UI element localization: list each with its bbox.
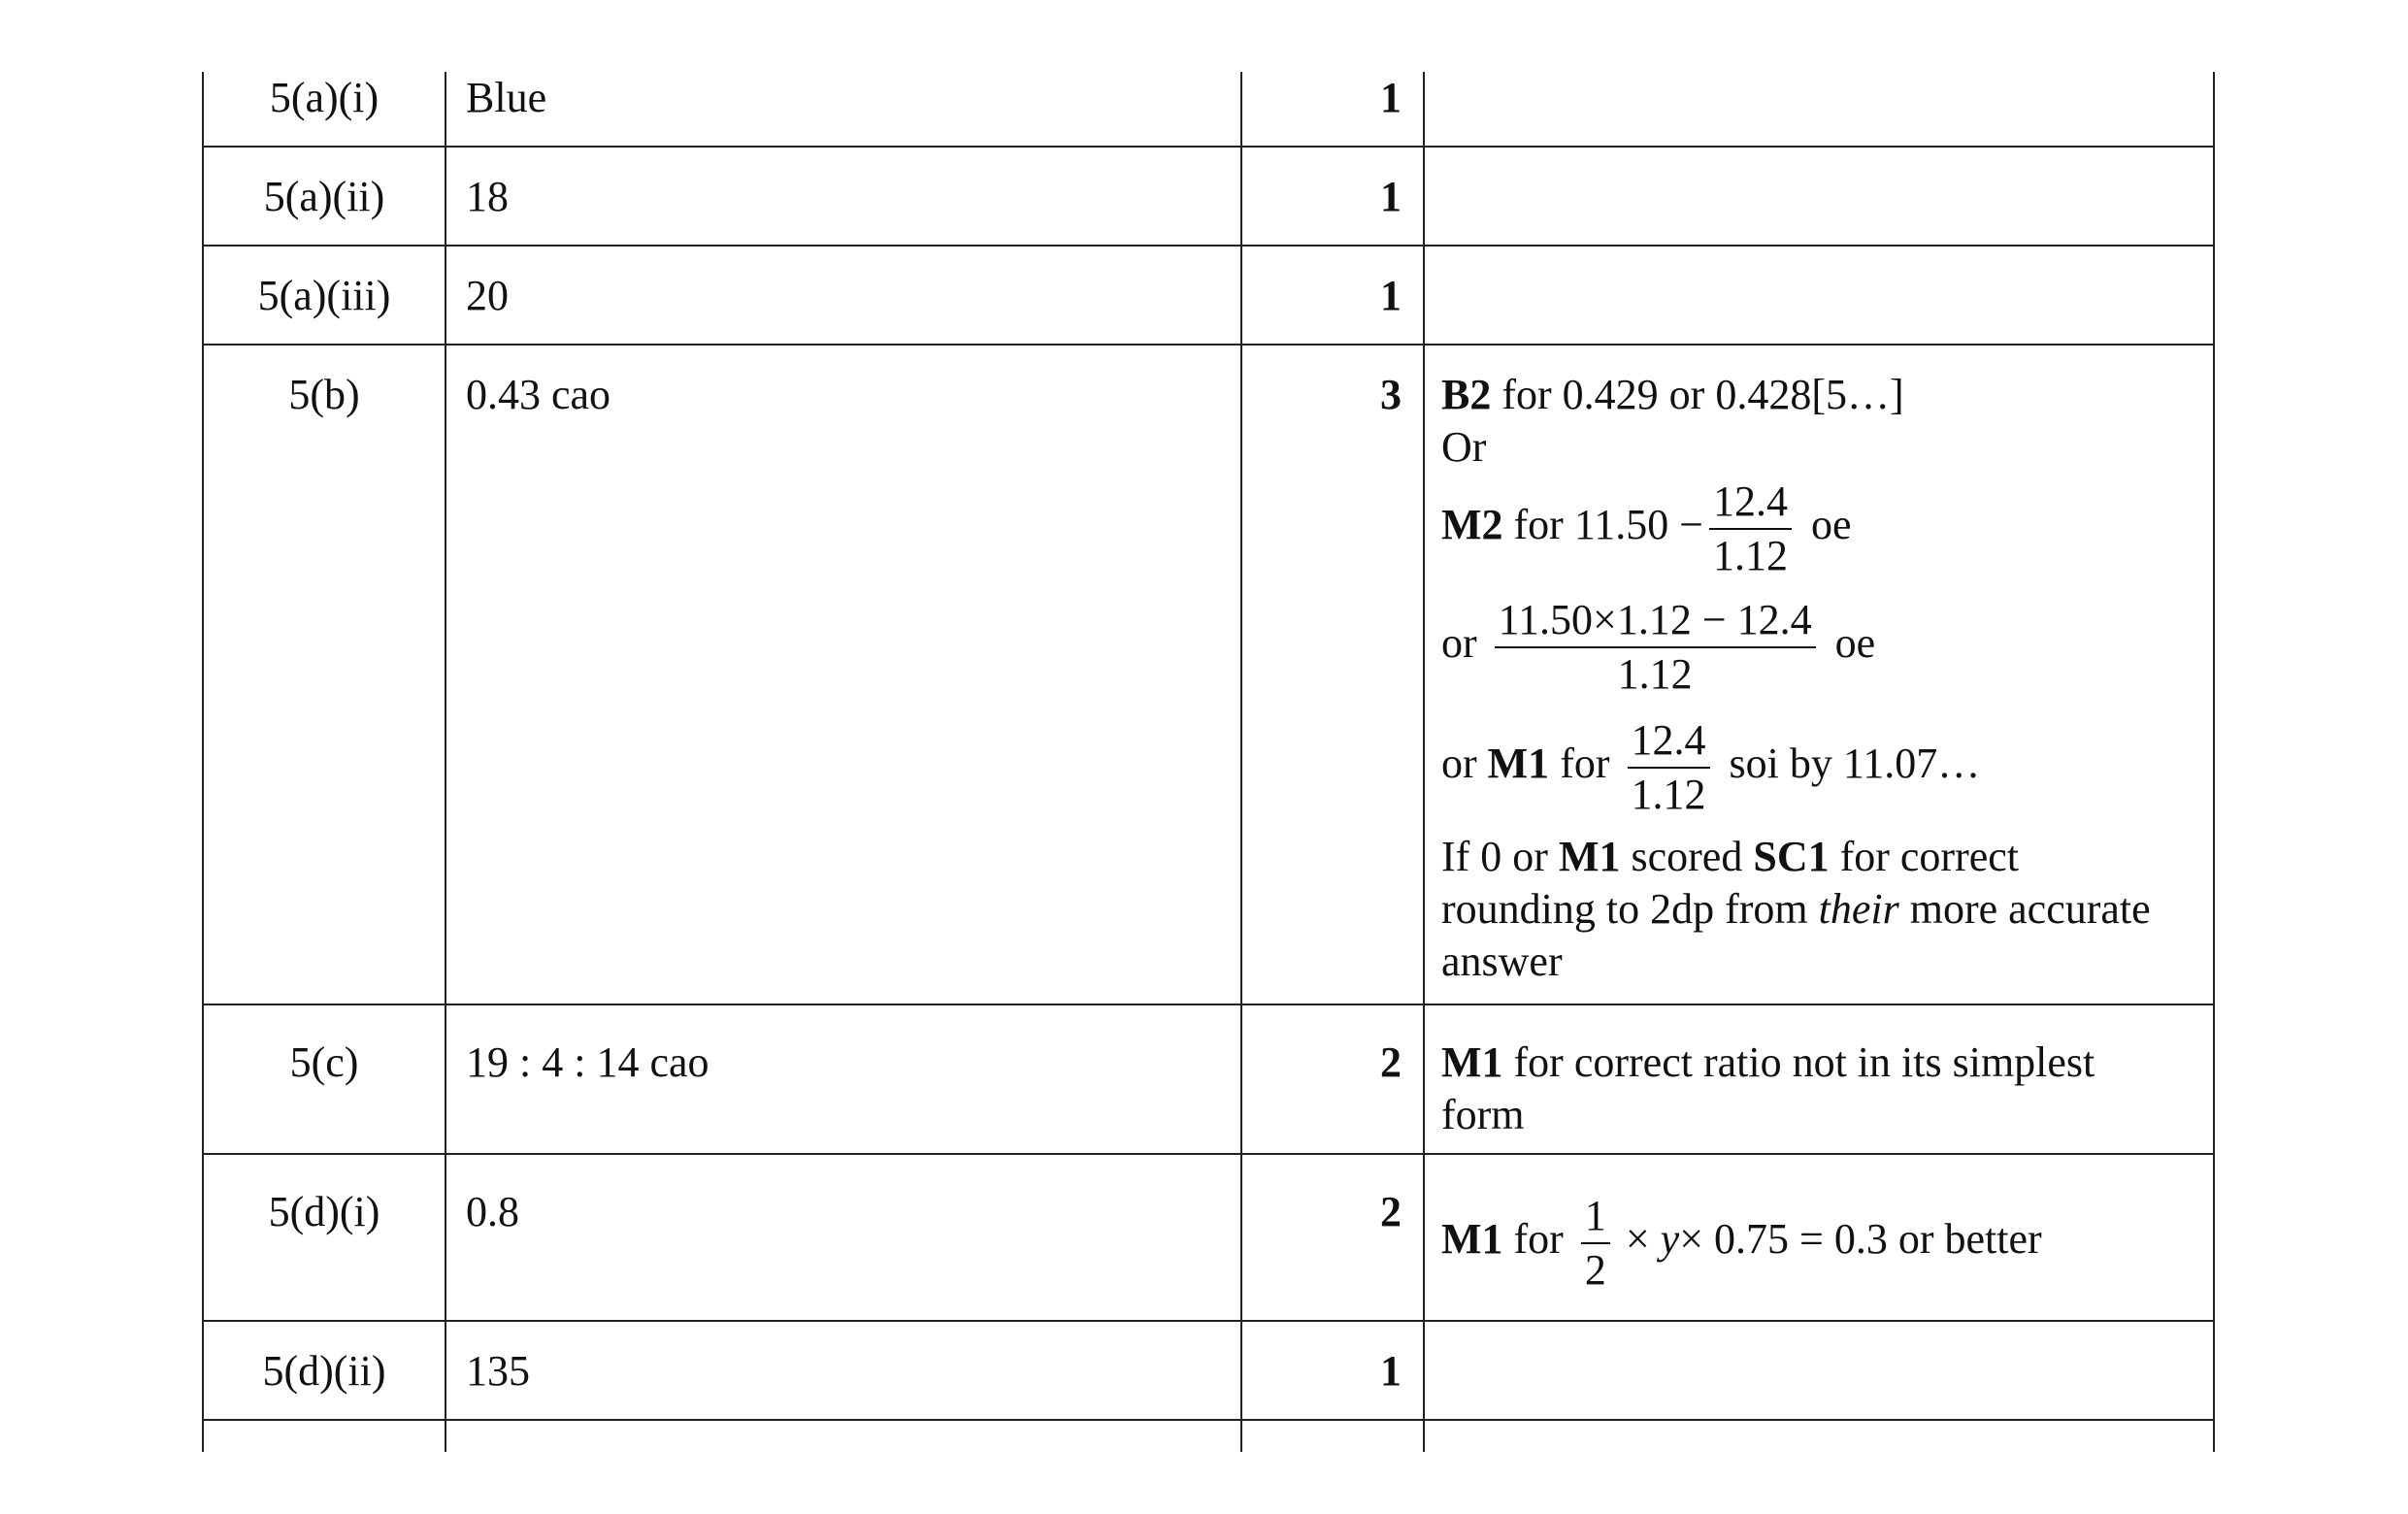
marks: 1 [1380,74,1402,121]
row-border [202,344,2213,346]
guidance-sc1-line1: If 0 or M1 scored SC1 for correct [1441,833,2020,880]
guidance-or: Or [1441,423,1487,471]
row-border [202,1419,2213,1421]
mark-code: M1 [1441,1215,1503,1264]
mark-code: M2 [1441,501,1503,549]
marks: 1 [1380,173,1402,220]
fraction: $\frac{12.4}{1.12}$ [1709,476,1792,582]
question-part: 5(a)(i) [269,74,379,121]
question-part: 5(a)(iii) [257,272,391,319]
marks: 1 [1380,1347,1402,1395]
question-part: 5(c) [289,1038,359,1086]
column-border-marks [1423,72,1425,1452]
guidance-sc1-line3: answer [1441,938,1563,985]
answer: 19 : 4 : 14 cao [466,1038,709,1086]
fraction: $\frac{11.50\times 1.12 - 12.4}{1.12}$ [1495,594,1816,701]
guidance-m2: M2 for 11.50 − $\frac{12.4}{1.12}$ oe [1441,476,1852,582]
fraction: $\frac{1}{2}$ [1581,1190,1610,1297]
guidance-m1-line2: form [1441,1091,1525,1138]
mark-code: B2 [1441,371,1492,418]
marks: 2 [1380,1038,1402,1086]
question-part: 5(a)(ii) [263,173,385,220]
guidance-alt-fraction: or $\frac{11.50\times 1.12 - 12.4}{1.12}$ oe [1441,594,1875,701]
marks: 3 [1380,371,1402,418]
question-part: 5(d)(ii) [262,1347,386,1395]
question-part: 5(d)(i) [268,1188,380,1235]
mark-code: M1 [1487,740,1550,788]
guidance-m1: or M1 for $\frac{12.4}{1.12}$ soi by 11.07… [1441,714,1980,821]
row-border [202,146,2213,148]
question-part: 5(b) [288,371,360,418]
guidance-m1-expression: M1 for $\frac{1}{2}$ × y× 0.75 = 0.3 or better [1441,1190,2042,1297]
fraction: $\frac{12.4}{1.12}$ [1628,714,1710,821]
row-border [202,1153,2213,1155]
mark-code: M1 [1441,1038,1503,1086]
column-border-part [445,72,446,1452]
guidance-m1-line1: M1 for correct ratio not in its simplest [1441,1038,2095,1086]
row-border [202,245,2213,247]
guidance-b2: B2 for 0.429 or 0.428[5…] [1441,371,1904,418]
marks: 1 [1380,272,1402,319]
marks: 2 [1380,1188,1402,1235]
answer: 0.8 [466,1188,519,1235]
answer: 135 [466,1347,530,1395]
column-border-right [2213,72,2215,1452]
guidance-sc1-line2: rounding to 2dp from their more accurate [1441,885,2151,933]
answer: 20 [466,272,509,319]
answer: Blue [466,74,547,121]
row-border [202,1320,2213,1322]
answer: 0.43 cao [466,371,611,418]
row-border [202,1004,2213,1005]
answer: 18 [466,173,509,220]
